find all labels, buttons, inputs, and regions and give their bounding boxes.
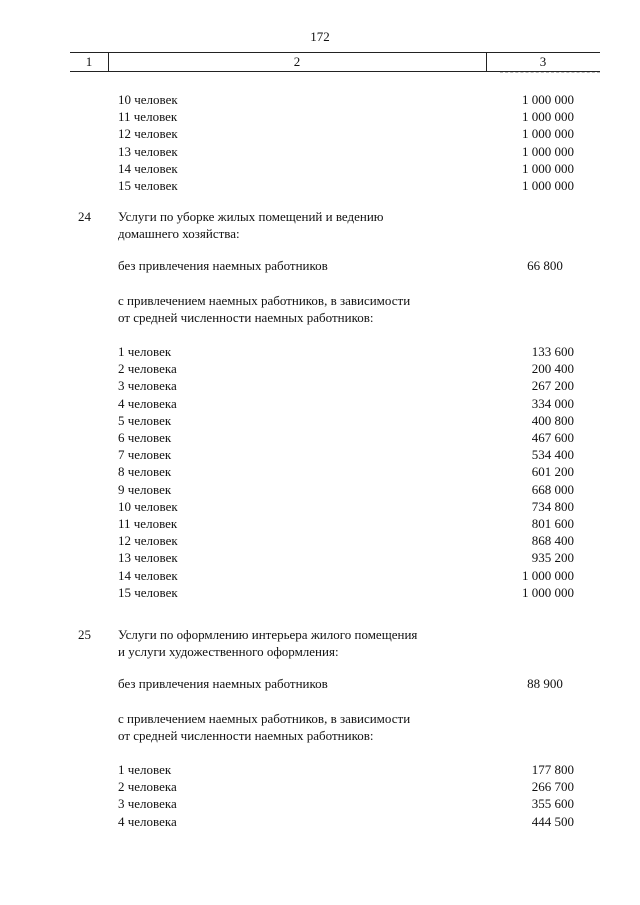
item-24-number: 24	[78, 209, 91, 224]
item-24-row-label: 14 человек	[118, 568, 178, 583]
item-24-hire-text: от средней численности наемных работников:	[118, 310, 374, 325]
item-25-row-label: 2 человека	[118, 779, 177, 794]
item-24-row-label: 10 человек	[118, 499, 178, 514]
continued-row-value: 1 000 000	[522, 178, 574, 193]
item-25-hire-text: с привлечением наемных работников, в зависимости	[118, 711, 411, 726]
item-25-row-value: 177 800	[531, 762, 574, 777]
item-24-row-label: 12 человек	[118, 533, 178, 548]
table-header-top-border	[70, 52, 600, 53]
item-25-row-value: 355 600	[531, 796, 574, 811]
continued-row-value: 1 000 000	[522, 92, 574, 107]
column-header-2: 2	[293, 54, 301, 69]
item-24-row-value: 868 400	[531, 533, 574, 548]
item-24-row-label: 15 человек	[118, 585, 178, 600]
header-underline-dashes	[500, 72, 600, 73]
item-25-title: Услуги по оформлению интерьера жилого помещения	[118, 627, 418, 642]
item-24-no-hire-label: без привлечения наемных работников	[118, 258, 328, 273]
continued-row-label: 14 человек	[118, 161, 178, 176]
item-24-row-label: 6 человек	[118, 430, 172, 445]
continued-row-value: 1 000 000	[522, 126, 574, 141]
item-24-hire-text: с привлечением наемных работников, в зависимости	[118, 293, 411, 308]
page-number: 172	[310, 29, 330, 44]
item-24-row-value: 534 400	[531, 447, 574, 462]
continued-row-label: 15 человек	[118, 178, 178, 193]
continued-row-value: 1 000 000	[522, 109, 574, 124]
item-24-row-value: 1 000 000	[522, 568, 574, 583]
item-24-row-value: 133 600	[531, 344, 574, 359]
item-24-row-label: 5 человек	[118, 413, 172, 428]
continued-row-label: 13 человек	[118, 144, 178, 159]
item-24-row-label: 4 человека	[118, 396, 177, 411]
item-24-row-value: 801 600	[531, 516, 574, 531]
item-25-row-value: 444 500	[531, 814, 574, 829]
item-25-row-label: 4 человека	[118, 814, 177, 829]
item-25-row-label: 3 человека	[118, 796, 177, 811]
item-24-row-value: 267 200	[531, 378, 574, 393]
item-24-row-value: 334 000	[531, 396, 574, 411]
item-24-row-value: 467 600	[531, 430, 574, 445]
continued-row-label: 12 человек	[118, 126, 178, 141]
column-header-3: 3	[539, 54, 547, 69]
item-25-no-hire-label: без привлечения наемных работников	[118, 676, 328, 691]
item-24-row-label: 9 человек	[118, 482, 172, 497]
item-24-row-label: 3 человека	[118, 378, 177, 393]
continued-row-label: 10 человек	[118, 92, 178, 107]
item-24-row-value: 734 800	[531, 499, 574, 514]
item-24-row-value: 668 000	[531, 482, 574, 497]
item-24-title: домашнего хозяйства:	[118, 226, 240, 241]
item-24-row-value: 1 000 000	[522, 585, 574, 600]
item-25-row-value: 266 700	[531, 779, 574, 794]
item-24-row-value: 935 200	[531, 550, 574, 565]
item-25-number: 25	[78, 627, 91, 642]
continued-row-value: 1 000 000	[522, 161, 574, 176]
item-24-row-value: 601 200	[531, 464, 574, 479]
continued-row-label: 11 человек	[118, 109, 178, 124]
item-25-title: и услуги художественного оформления:	[118, 644, 339, 659]
item-24-row-label: 7 человек	[118, 447, 172, 462]
item-24-row-label: 13 человек	[118, 550, 178, 565]
item-24-title: Услуги по уборке жилых помещений и ведению	[118, 209, 384, 224]
continued-row-value: 1 000 000	[522, 144, 574, 159]
item-24-row-label: 1 человек	[118, 344, 172, 359]
item-24-row-value: 400 800	[531, 413, 574, 428]
item-25-row-label: 1 человек	[118, 762, 172, 777]
item-24-row-value: 200 400	[531, 361, 574, 376]
item-25-no-hire-value: 88 900	[527, 676, 563, 691]
item-25-hire-text: от средней численности наемных работников:	[118, 728, 374, 743]
item-24-row-label: 11 человек	[118, 516, 178, 531]
item-24-no-hire-value: 66 800	[527, 258, 563, 273]
item-24-row-label: 2 человека	[118, 361, 177, 376]
column-header-1: 1	[85, 54, 93, 69]
item-24-row-label: 8 человек	[118, 464, 172, 479]
